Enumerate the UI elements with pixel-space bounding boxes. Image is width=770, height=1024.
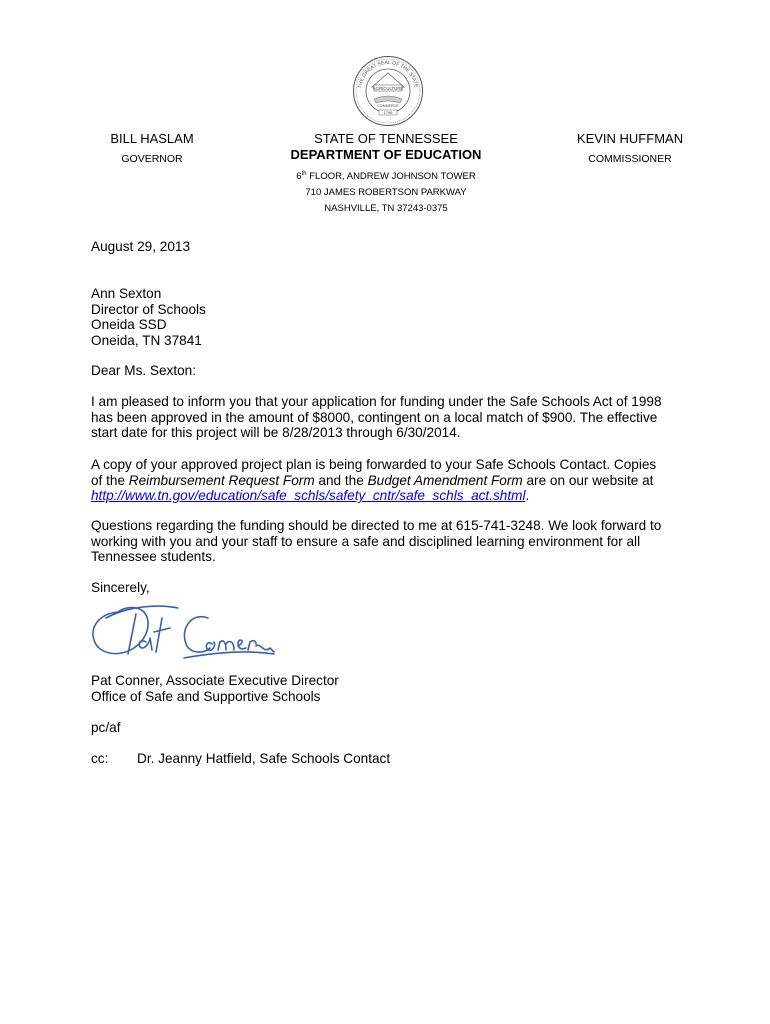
letterhead-department — [250, 131, 522, 217]
svg-text:1796: 1796 — [383, 110, 393, 115]
signer-office: Office of Safe and Supportive Schools — [91, 688, 321, 704]
cc-recipient: Dr. Jeanny Hatfield, Safe Schools Contact — [137, 751, 391, 766]
governor-title: GOVERNOR — [121, 153, 183, 165]
address-line-2: 710 JAMES ROBERTSON PARKWAY — [305, 187, 467, 199]
salutation: Dear Ms. Sexton: — [91, 363, 197, 378]
recipient-line: Director of Schools — [91, 301, 206, 317]
commissioner-name: KEVIN HUFFMAN — [576, 131, 684, 146]
svg-text:COMMERCE: COMMERCE — [377, 104, 399, 108]
paragraph-forms: A copy of your approved project plan is being forwarded to your Safe Schools Contact. Copies of the Reimbursement Request Form and the Budget Amendment Form are on our website at http://www.tn.gov/education/safe_schls/safety_cntr/safe_schls_act.shtml. — [91, 457, 657, 504]
safe-schools-website-link[interactable]: http://www.tn.gov/education/safe_schls/safety_cntr/safe_schls_act.shtml — [91, 488, 526, 504]
signer-block — [91, 673, 691, 704]
signer-name-title: Pat Conner, Associate Executive Director — [91, 673, 339, 688]
letterhead-governor — [97, 131, 207, 165]
state-name: STATE OF TENNESSEE — [314, 131, 458, 146]
reimbursement-form-name: Reimbursement Request Form — [128, 472, 315, 488]
reference-initials: pc/af — [91, 720, 121, 735]
cc-line — [91, 751, 691, 767]
handwritten-signature — [88, 598, 278, 668]
svg-text:AGRICULTURE: AGRICULTURE — [372, 85, 404, 91]
address-line-1: 6th FLOOR, ANDREW JOHNSON TOWER — [296, 171, 476, 183]
closing: Sincerely, — [91, 580, 150, 595]
cc-label: cc: — [91, 751, 109, 766]
commissioner-title: COMMISSIONER — [588, 153, 672, 165]
letterhead-commissioner — [572, 131, 688, 165]
department-address — [250, 166, 522, 217]
budget-form-name: Budget Amendment Form — [367, 472, 523, 488]
recipient-line: Ann Sexton — [91, 286, 162, 301]
address-line-3: NASHVILLE, TN 37243-0375 — [324, 203, 448, 215]
recipient-line: Oneida, TN 37841 — [91, 332, 202, 348]
paragraph-questions: Questions regarding the funding should be directed to me at 615-741-3248. We look forward to working with you and your staff to ensure a safe and disciplined learning environment for all Tennessee students. — [91, 518, 662, 565]
letter-date: August 29, 2013 — [91, 239, 191, 254]
state-seal-logo — [352, 55, 424, 127]
svg-text:THE GREAT SEAL OF THE STATE OF: THE GREAT SEAL OF THE STATE — [357, 59, 419, 89]
department-name: DEPARTMENT OF EDUCATION — [290, 147, 482, 162]
paragraph-funding: I am pleased to inform you that your application for funding under the Safe Schools Act of 1998 has been approved in the amount of $8000, contingent on a local match of $900. The effective start date for this project will be 8/28/2013 through 6/30/2014. — [91, 394, 662, 441]
governor-name: BILL HASLAM — [110, 131, 194, 146]
recipient-block — [91, 286, 691, 348]
recipient-line: Oneida SSD — [91, 317, 167, 333]
